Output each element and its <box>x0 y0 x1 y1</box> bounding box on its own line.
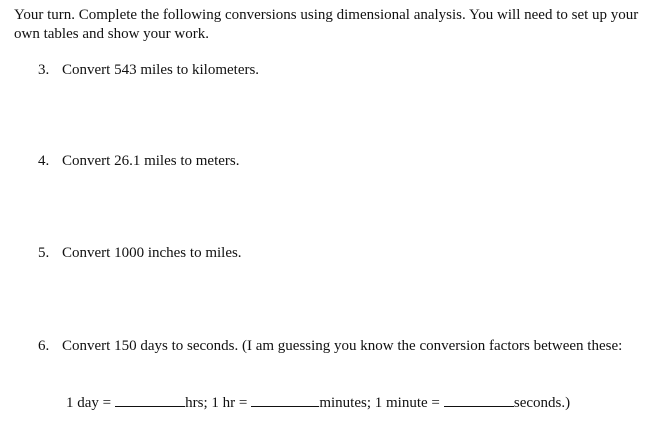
seconds-per-minute-blank[interactable] <box>444 392 514 407</box>
fill-label-hr: hrs; 1 hr = <box>185 395 248 411</box>
problem-number: 6. <box>38 338 50 354</box>
fill-label-seconds: seconds.) <box>513 395 571 411</box>
problem-text: Convert 1000 inches to miles. <box>62 245 242 261</box>
problem-text: Convert 150 days to seconds. (I am guessing you know the conversion factors between these: <box>62 338 623 354</box>
problem-number: 5. <box>38 245 50 261</box>
conversion-factors-line <box>66 392 636 413</box>
fill-label-minute: minutes; 1 minute = <box>319 395 440 411</box>
minutes-per-hour-blank[interactable] <box>251 392 319 407</box>
problem-number: 4. <box>38 153 50 169</box>
fill-label-day: 1 day = <box>66 395 112 411</box>
problem-text: Convert 543 miles to kilometers. <box>62 62 260 78</box>
hours-per-day-blank[interactable] <box>115 392 185 407</box>
problem-text: Convert 26.1 miles to meters. <box>62 153 240 169</box>
problem-number: 3. <box>38 62 50 78</box>
instructions-paragraph: Your turn. Complete the following conversions using dimensional analysis. You will need to set up your own tables and show your work. <box>14 7 639 42</box>
